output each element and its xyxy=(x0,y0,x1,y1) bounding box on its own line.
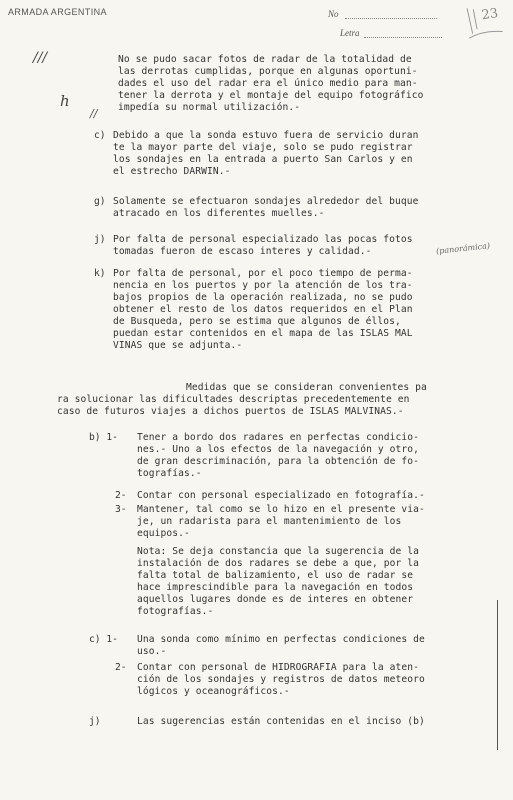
para-j-line: Por falta de personal especializado las pocas fotos xyxy=(113,234,413,245)
para-h-line: No se pudo sacar fotos de radar de la totalidad de xyxy=(118,54,412,65)
nota-line: instalación de dos radares se debe a que, por la xyxy=(137,558,420,569)
c2-item2-line: Contar con personal de HIDROGRAFIA para la aten- xyxy=(137,662,420,673)
nota-line: aquellos lugares donde es de interes en obtener xyxy=(137,594,414,605)
measures-intro-line: ra solucionar las dificultades descriptas precedentemente en xyxy=(57,394,410,405)
measures-intro-line: caso de futuros viajes a dichos puertos de ISLAS MALVINAS.- xyxy=(57,406,404,417)
measures-intro-line: Medidas que se consideran convenientes pa xyxy=(186,382,427,393)
section-b-label: b) 1- xyxy=(89,432,118,443)
para-h-line: impedía su normal utilización.- xyxy=(118,102,301,113)
stamp-scribble-icon xyxy=(459,0,510,43)
b-item3-line: Mantener, tal como se lo hizo en el presente via- xyxy=(137,504,425,515)
letra-label: Letra xyxy=(340,28,360,38)
stamp-number: 23 xyxy=(480,6,500,24)
b-item2-line: Contar con personal especializado en fotografía.- xyxy=(137,490,425,501)
letra-field-line xyxy=(364,37,442,38)
b-item3-line: je, un radarista para el mantenimiento de los xyxy=(137,516,402,527)
margin-rule xyxy=(497,600,498,750)
para-c-line: el estrecho DARWIN.- xyxy=(113,166,231,177)
c2-item1-line: uso.- xyxy=(137,646,167,657)
para-g-label: g) xyxy=(94,196,106,207)
c2-item2-line: ción de los sondajes y registros de datos meteoro xyxy=(137,674,425,685)
para-k-line: VINAS que se adjunta.- xyxy=(113,340,243,351)
c2-item1-line: Una sonda como mínimo en perfectas condiciones de xyxy=(137,634,425,645)
nota-line: Nota: Se deja constancia que la sugerencia de la xyxy=(137,546,420,557)
para-k-line: bajos propios de la operación realizada, no se pudo xyxy=(113,292,413,303)
c2-item2-line: lógicos y oceanográficos.- xyxy=(137,686,290,697)
para-h-line: dades el uso del radar era el único medio para man- xyxy=(118,78,418,89)
org-header: ARMADA ARGENTINA xyxy=(8,7,107,17)
para-g-line: atracado en los diferentes muelles.- xyxy=(113,208,325,219)
para-c-line: te la mayor parte del viaje, solo se pudo registrar xyxy=(113,142,413,153)
no-field-line xyxy=(345,18,437,19)
para-k-line: Por falta de personal, por el poco tiempo de perma- xyxy=(113,268,413,279)
b-item3-label: 3- xyxy=(115,504,127,515)
b-item1-line: de gran descriminación, para la obtención de fo- xyxy=(137,456,420,467)
para-k-label: k) xyxy=(94,268,106,279)
para-c-line: Debido a que la sonda estuvo fuera de servicio duran xyxy=(113,130,419,141)
margin-strokes: // xyxy=(90,107,98,120)
para-c-label: c) xyxy=(94,130,106,141)
para-g-line: Solamente se efectuaron sondajes alrededor del buque xyxy=(113,196,419,207)
b-item2-label: 2- xyxy=(115,490,127,501)
handwritten-margin-note: (panorámica) xyxy=(435,241,491,256)
para-h-line: las derrotas cumplidas, porque en algunas oportuni- xyxy=(118,66,418,77)
para-k-line: de Busqueda, pero se estima que algunos de éllos, xyxy=(113,316,401,327)
section-j2-label: j) xyxy=(89,716,101,727)
nota-line: fotografías.- xyxy=(137,606,214,617)
no-label: No xyxy=(328,9,339,19)
archive-stamp xyxy=(459,0,510,43)
b-item1-line: tografías.- xyxy=(137,468,202,479)
nota-line: hace imprescindible para la navegación en todos xyxy=(137,582,414,593)
para-c-line: los sondajes en la entrada a puerto San Carlos y en xyxy=(113,154,413,165)
c2-item2-label: 2- xyxy=(115,662,127,673)
b-item1-line: nes.- Uno a los efectos de la navegación y otro, xyxy=(137,444,420,455)
para-k-line: puedan estar contenidos en el mapa de las ISLAS MAL xyxy=(113,328,413,339)
para-k-line: obtener el resto de los datos requeridos en el Plan xyxy=(113,304,413,315)
para-j-line: tomadas fueron de escaso interes y calidad.- xyxy=(113,246,372,257)
j2-line: Las sugerencias están contenidas en el inciso (b) xyxy=(137,716,425,727)
para-h-line: tener la derrota y el montaje del equipo fotográfico xyxy=(118,90,424,101)
margin-letter-h: h xyxy=(60,92,70,110)
para-j-label: j) xyxy=(94,234,106,245)
b-item1-line: Tener a bordo dos radares en perfectas condicio- xyxy=(137,432,420,443)
nota-line: falta total de balizamiento, el uso de radar se xyxy=(137,570,414,581)
para-k-line: nencia en los puertos y por la atención de los tra- xyxy=(113,280,413,291)
continuation-mark: /// xyxy=(33,50,48,66)
section-c2-label: c) 1- xyxy=(89,634,118,645)
b-item3-line: equipos.- xyxy=(137,528,190,539)
